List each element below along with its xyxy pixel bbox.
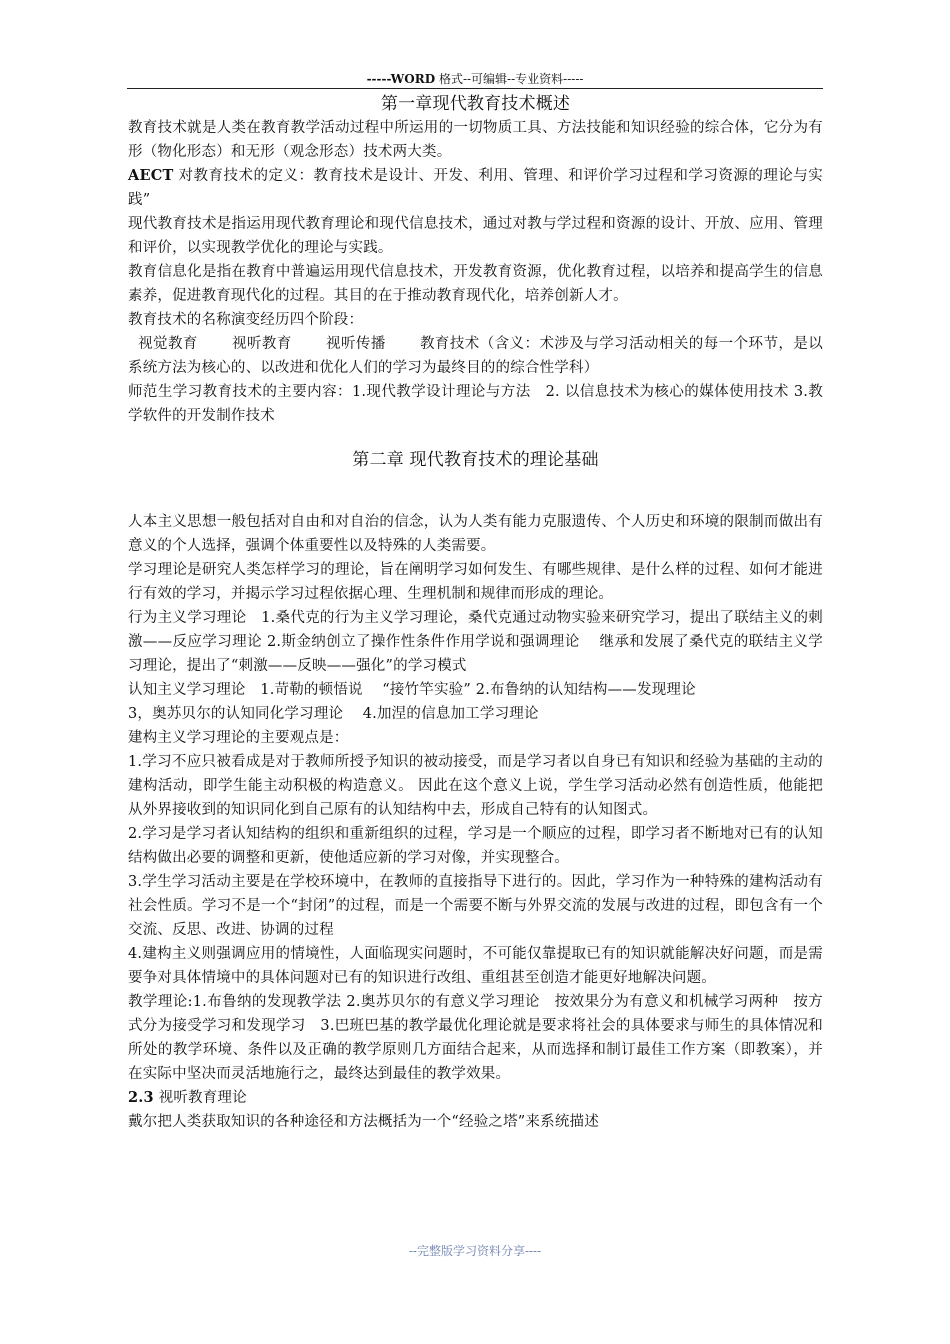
header-rule bbox=[127, 88, 823, 89]
paragraph: 师范生学习教育技术的主要内容：1.现代教学设计理论与方法 2. 以信息技术为核心的媒体使用技术 3.教学软件的开发制作技术 bbox=[128, 384, 823, 424]
paragraph bbox=[128, 1086, 823, 1110]
paragraph: 学习理论是研究人类怎样学习的理论，旨在阐明学习如何发生、有哪些规律、是什么样的过程、如何才能进行有效的学习，并揭示学习过程依据心理、生理机制和规律而形成的理论。 bbox=[128, 562, 823, 602]
aect-term: AECT bbox=[128, 167, 174, 184]
paragraph: 教育技术就是人类在教育教学活动过程中所运用的一切物质工具、方法技能和知识经验的综合体，它分为有形（物化形态）和无形（观念形态）技术两大类。 bbox=[128, 120, 823, 160]
section-number: 2.3 bbox=[128, 1089, 154, 1106]
page-header bbox=[127, 72, 823, 86]
paragraph: 建构主义学习理论的主要观点是： bbox=[128, 730, 349, 746]
header-text: 格式--可编辑--专业资料----- bbox=[435, 72, 584, 86]
paragraph: 现代教育技术是指运用现代教育理论和现代信息技术，通过对教与学过程和资源的设计、开放、应用、管理和评价，以实现教学优化的理论与实践。 bbox=[128, 216, 823, 256]
section-title: 视听教育理论 bbox=[153, 1090, 247, 1106]
paragraph: 2.学习是学习者认知结构的组织和重新组织的过程，学习是一个顺应的过程，即学习者不断地对已有的认知结构做出必要的调整和更新，使他适应新的学习对像，并实现整合。 bbox=[128, 826, 823, 866]
paragraph: 教学理论:1.布鲁纳的发现教学法 2.奥苏贝尔的有意义学习理论 按效果分为有意义和机械学习两种 按方式分为接受学习和发现学习 3.巴班巴基的教学最优化理论就是要求将社会的具体要求与师生的具体情况和所处的教学环境、条件以及正确的教学原则几方面结合起来，从而选择和制订最佳工作方案（即教案），并在实际中坚决而灵活地施行之，最终达到最佳的教学效果。 bbox=[128, 994, 823, 1082]
paragraph: 行为主义学习理论 1.桑代克的行为主义学习理论，桑代克通过动物实验来研究学习，提出了联结主义的刺激——反应学习理论 2.斯金纳创立了操作性条件作用学说和强调理论 继承和发展了桑代克的联结主义学习理论，提出了“刺激——反映——强化”的学习模式 bbox=[128, 610, 823, 674]
paragraph: 戴尔把人类获取知识的各种途径和方法概括为一个“经验之塔”来系统描述 bbox=[128, 1114, 599, 1130]
paragraph: 1.学习不应只被看成是对于教师所授予知识的被动接受，而是学习者以自身已有知识和经验为基础的主动的建构活动，即学生能主动积极的构造意义。 因此在这个意义上说，学生学习活动必然有创造性质，他能把从外界接收到的知识同化到自己原有的认知结构中去，形成自己特有的认知图式。 bbox=[128, 754, 823, 818]
paragraph: 3，奥苏贝尔的认知同化学习理论 4.加涅的信息加工学习理论 bbox=[128, 706, 539, 722]
paragraph: 认知主义学习理论 1.苛勒的顿悟说 “接竹竿实验” 2.布鲁纳的认知结构——发现理论 bbox=[128, 682, 696, 698]
stage-3: 视听传播 bbox=[325, 336, 386, 352]
header-word: -----WORD bbox=[366, 72, 436, 86]
paragraph: 3.学生学习活动主要是在学校环境中，在教师的直接指导下进行的。因此，学习作为一种特殊的建构活动有社会性质。学习不是一个“封闭”的过程，而是一个需要不断与外界交流的发展与改进的过程，即包含有一个交流、反思、改进、协调的过程 bbox=[128, 874, 823, 938]
paragraph-stages bbox=[128, 332, 823, 380]
chapter2-title: 第二章 现代教育技术的理论基础 bbox=[352, 450, 599, 470]
stage-1: 视觉教育 bbox=[138, 336, 198, 352]
stage-2: 视听教育 bbox=[231, 336, 292, 352]
stage-4: 教育技术（含义：术涉及与学习活动相关的每一个环节，是以系统方法为核心的、以改进和优化人们的学习为最终目的的综合性学科） bbox=[128, 336, 823, 376]
document-body bbox=[128, 92, 823, 1134]
paragraph: 教育信息化是指在教育中普遍运用现代信息技术，开发教育资源，优化教育过程，以培养和提高学生的信息素养，促进教育现代化的过程。其目的在于推动教育现代化，培养创新人才。 bbox=[128, 264, 823, 304]
paragraph-text: 对教育技术的定义：教育技术是设计、开发、利用、管理、和评价学习过程和学习资源的理论与实践” bbox=[128, 168, 823, 208]
paragraph: 4.建构主义则强调应用的情境性，人面临现实问题时，不可能仅靠提取已有的知识就能解决好问题，而是需要争对具体情境中的具体问题对已有的知识进行改组、重组甚至创造才能更好地解决问题。 bbox=[128, 946, 823, 986]
chapter1-title: 第一章现代教育技术概述 bbox=[380, 94, 571, 114]
paragraph: 人本主义思想一般包括对自由和对自治的信念，认为人类有能力克服遗传、个人历史和环境的限制而做出有意义的个人选择，强调个体重要性以及特殊的人类需要。 bbox=[128, 514, 823, 554]
paragraph: 教育技术的名称演变经历四个阶段： bbox=[128, 312, 364, 328]
page-footer: --完整版学习资料分享---- bbox=[408, 1244, 542, 1258]
paragraph bbox=[128, 164, 823, 212]
